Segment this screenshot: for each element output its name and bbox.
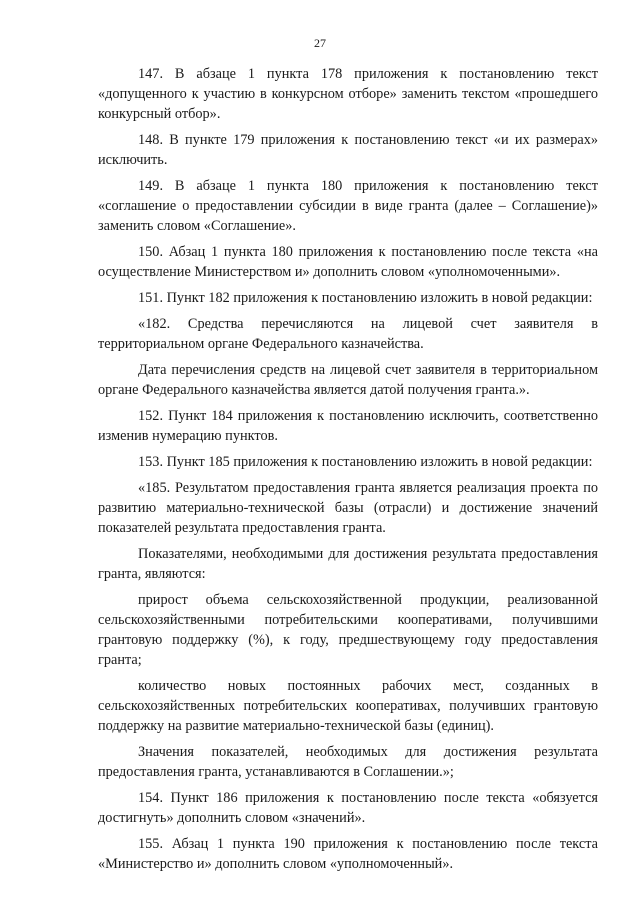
- paragraph-154: 154. Пункт 186 приложения к постановлению после текста «обязуется достигнуть» дополнить словом «значений».: [98, 790, 598, 826]
- paragraph-185-jobs: количество новых постоянных рабочих мест, созданных в сельскохозяйственных потребительских кооперативах, получивших грантовую поддержку на развитие материально-технической базы (единиц).: [98, 678, 598, 734]
- paragraph-185-growth: прирост объема сельскохозяйственной продукции, реализованной сельскохозяйственными потребительскими кооперативами, получившими грантовую поддержку (%), к году, предшествующему году предоставления гранта;: [98, 592, 598, 668]
- paragraph-185-values: Значения показателей, необходимых для достижения результата предоставления гранта, устанавливаются в Соглашении.»;: [98, 744, 598, 780]
- page-number: 27: [314, 36, 326, 50]
- paragraph-149: 149. В абзаце 1 пункта 180 приложения к постановлению текст «соглашение о предоставлении субсидии в виде гранта (далее – Соглашение)» заменить словом «Соглашение».: [98, 178, 598, 234]
- paragraph-155: 155. Абзац 1 пункта 190 приложения к постановлению после текста «Министерство и» дополнить словом «уполномоченный».: [98, 836, 598, 872]
- paragraph-151: 151. Пункт 182 приложения к постановлению изложить в новой редакции:: [138, 290, 593, 306]
- paragraph-185-quote: «185. Результатом предоставления гранта является реализация проекта по развитию материально-технической базы (отрасли) и достижение значений показателей результата предоставления гранта.: [98, 480, 598, 536]
- paragraph-148: 148. В пункте 179 приложения к постановлению текст «и их размерах» исключить.: [98, 132, 598, 168]
- paragraph-182-quote: «182. Средства перечисляются на лицевой счет заявителя в территориальном органе Федерального казначейства.: [98, 316, 598, 352]
- document-body: [98, 64, 598, 880]
- paragraph-152: 152. Пункт 184 приложения к постановлению исключить, соответственно изменив нумерацию пунктов.: [98, 408, 598, 444]
- paragraph-150: 150. Абзац 1 пункта 180 приложения к постановлению после текста «на осуществление Министерством и» дополнить словом «уполномоченными».: [98, 244, 598, 280]
- paragraph-147: 147. В абзаце 1 пункта 178 приложения к постановлению текст «допущенного к участию в конкурсном отборе» заменить текстом «прошедшего конкурсный отбор».: [98, 66, 598, 122]
- paragraph-182-date: Дата перечисления средств на лицевой счет заявителя в территориальном органе Федерального казначейства является датой получения гранта.».: [98, 362, 598, 398]
- paragraph-185-indicators: Показателями, необходимыми для достижения результата предоставления гранта, являются:: [98, 546, 598, 582]
- paragraph-153: 153. Пункт 185 приложения к постановлению изложить в новой редакции:: [138, 454, 593, 470]
